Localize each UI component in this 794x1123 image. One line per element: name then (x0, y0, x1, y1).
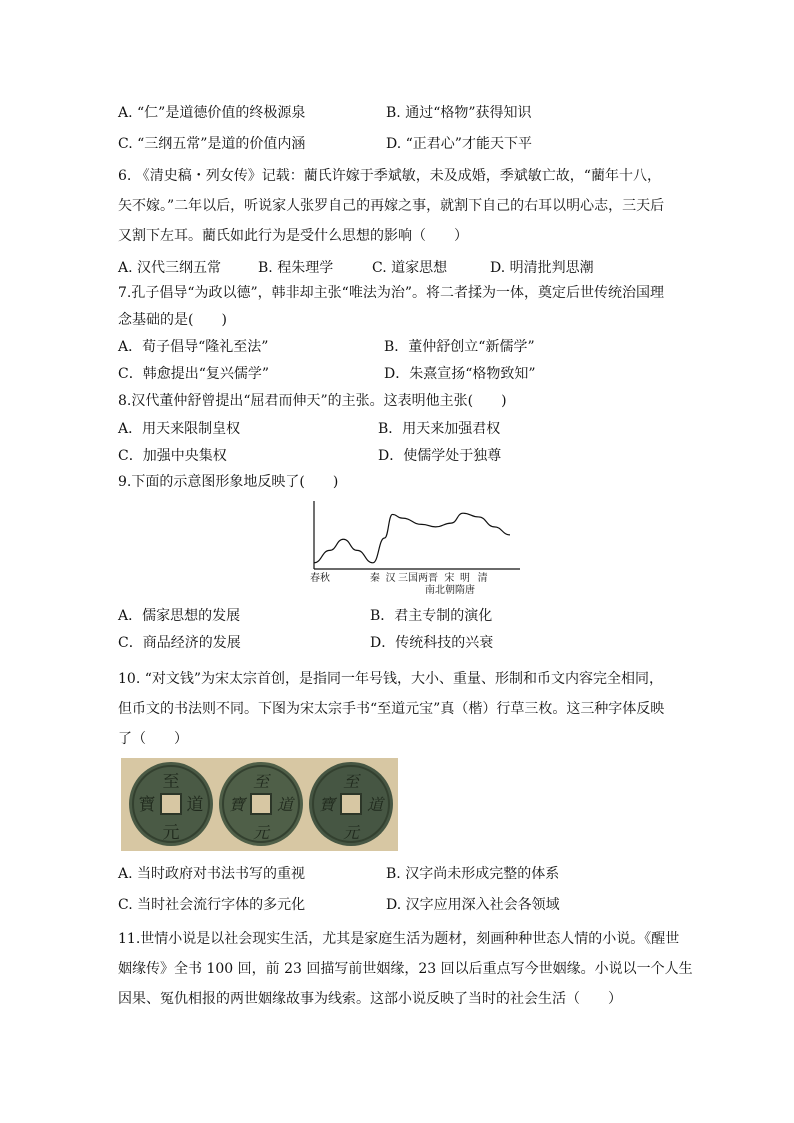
q5-option-b: B. 通过“格物”获得知识 (386, 105, 532, 121)
series-line (314, 513, 510, 563)
x-tick-label: 秦 (369, 573, 380, 584)
coin-3-left: 寶 (318, 795, 336, 814)
q6-option-b: B. 程朱理学 (258, 260, 334, 276)
q5-option-d: D. “正君心”才能天下平 (386, 136, 532, 152)
q7-option-c: C．韩愈提出“复兴儒学” (118, 366, 270, 382)
q9-option-b: B．君主专制的演化 (370, 608, 493, 624)
coin-1-top: 至 (162, 772, 180, 792)
q7-stem-line-2: 念基础的是( ) (118, 312, 227, 328)
q10-option-c: C. 当时社会流行字体的多元化 (118, 897, 306, 913)
coin-2-left: 寶 (228, 795, 246, 814)
coin-3-bottom: 元 (342, 823, 360, 842)
coin-1-bottom: 元 (162, 823, 180, 843)
x-tick-label: 汉 (385, 573, 396, 584)
q10-stem-line-2: 但币文的书法则不同。下图为宋太宗手书“至道元宝”真（楷）行草三枚。这三种字体反映 (118, 701, 665, 717)
coin-2-right: 道 (276, 795, 294, 814)
q9-stem: 9.下面的示意图形象地反映了( ) (118, 474, 339, 490)
coin-1-left: 寶 (138, 795, 156, 815)
q7-stem-line-1: 7.孔子倡导“为政以德”，韩非却主张“唯法为治”。将二者揉为一体，奠定后世传统治国理 (118, 285, 664, 301)
x-tick-label: 三国两晋 (398, 573, 438, 584)
q10-option-b: B. 汉字尚未形成完整的体系 (386, 866, 560, 882)
coin-2 (219, 762, 303, 846)
x-tick-label: 春秋 (310, 573, 330, 584)
q10-stem-line-3: 了（ ） (118, 731, 188, 747)
q7-option-b: B．董仲舒创立“新儒学” (384, 339, 535, 355)
coin-2-bottom: 元 (252, 823, 270, 842)
q10-option-a: A. 当时政府对书法书写的重视 (118, 866, 306, 882)
x-sublabel: 南北朝隋唐 (425, 585, 475, 596)
q6-option-c: C. 道家思想 (372, 260, 448, 276)
q9-option-d: D．传统科技的兴衰 (370, 635, 494, 651)
x-tick-label: 清 (477, 573, 488, 584)
q8-option-a: A．用天来限制皇权 (118, 421, 241, 437)
q6-option-a: A. 汉代三纲五常 (118, 260, 222, 276)
coin-2-top: 至 (252, 772, 270, 791)
q9-option-c: C．商品经济的发展 (118, 635, 241, 651)
chart-axes (314, 501, 520, 569)
x-tick-label: 宋 (444, 573, 455, 584)
q7-option-d: D．朱熹宣扬“格物致知” (384, 366, 536, 382)
q5-option-c: C. “三纲五常”是道的价值内涵 (118, 136, 306, 152)
q8-option-b: B．用天来加强君权 (378, 421, 501, 437)
coin-1 (129, 762, 213, 846)
q11-stem-line-3: 因果、冤仇相报的两世姻缘故事为线索。这部小说反映了当时的社会生活（ ） (118, 991, 622, 1007)
q10-stem-line-1: 10. “对文钱”为宋太宗首创，是指同一年号钱，大小、重量、形制和币文内容完全相同， (118, 671, 664, 687)
coins-photo (121, 758, 398, 851)
q9-schematic-chart (300, 497, 530, 599)
q9-option-a: A．儒家思想的发展 (118, 608, 241, 624)
q11-stem-line-2: 姻缘传》全书 100 回，前 23 回描写前世姻缘，23 回以后重点写今世姻缘。小说以一个人生 (118, 961, 693, 977)
coin-3 (309, 762, 393, 846)
q10-option-d: D. 汉字应用深入社会各领域 (386, 897, 560, 913)
q6-stem-line-3: 又割下左耳。藺氏如此行为是受什么思想的影响（ ） (118, 228, 468, 244)
coin-1-right: 道 (186, 795, 204, 815)
x-tick-label: 明 (460, 573, 471, 584)
q8-option-c: C．加强中央集权 (118, 448, 227, 464)
q8-stem: 8.汉代董仲舒曾提出“屈君而伸天”的主张。这表明他主张( ) (118, 393, 507, 409)
q6-option-d: D. 明清批判思潮 (490, 260, 594, 276)
q5-option-a: A. “仁”是道德价值的终极源泉 (118, 105, 306, 121)
q8-option-d: D．使儒学处于独尊 (378, 448, 502, 464)
coin-3-right: 道 (366, 795, 384, 814)
q7-option-a: A．荀子倡导“隆礼至法” (118, 339, 269, 355)
q11-stem-line-1: 11.世情小说是以社会现实生活，尤其是家庭生活为题材，刻画种种世态人情的小说。《醒世 (118, 931, 680, 947)
q6-stem-line-2: 矢不嫁。”二年以后，听说家人张罗自己的再嫁之事，就割下自己的右耳以明心志，三天后 (118, 198, 665, 214)
coin-3-top: 至 (342, 772, 360, 791)
q6-stem-line-1: 6. 《清史稿・列女传》记载：藺氏许嫁于季斌敏，未及成婚，季斌敏亡故，“藺年十八， (118, 168, 661, 184)
